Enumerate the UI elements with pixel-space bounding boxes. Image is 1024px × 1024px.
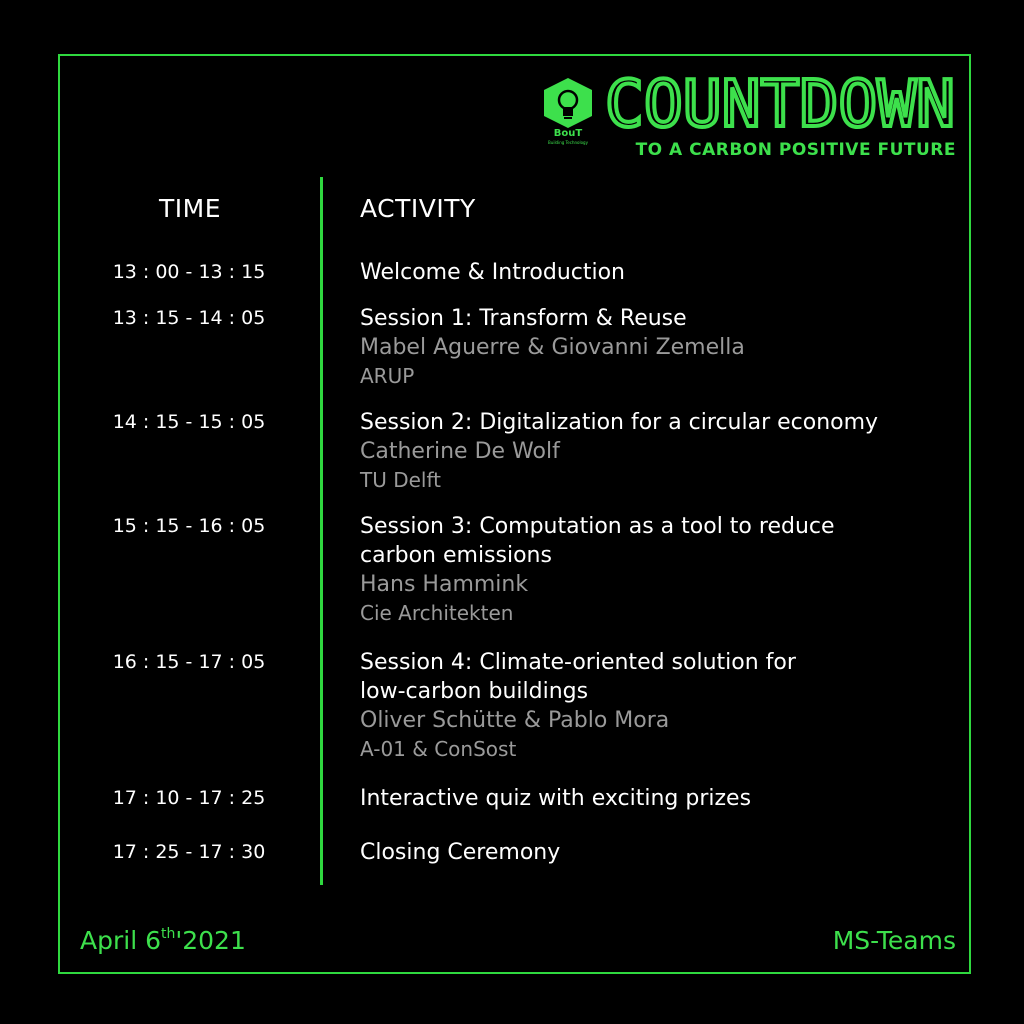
schedule-time: 17 : 25 - 17 : 30 <box>112 841 266 863</box>
countdown-logo <box>540 72 960 172</box>
svg-text:COUNTDOWN: COUNTDOWN <box>605 72 955 134</box>
schedule-activity <box>360 408 940 495</box>
activity-speaker: Oliver Schütte & Pablo Mora <box>360 708 670 733</box>
column-divider <box>320 177 323 885</box>
event-date: April 6th'2021 <box>80 926 246 955</box>
schedule-activity <box>360 784 940 813</box>
logo-badge-small-text: Building Technology <box>548 140 588 145</box>
activity-title: Closing Ceremony <box>360 840 561 865</box>
schedule-activity <box>360 258 940 287</box>
schedule-time: 13 : 15 - 14 : 05 <box>112 307 266 329</box>
schedule-time: 17 : 10 - 17 : 25 <box>112 787 266 809</box>
countdown-title <box>602 72 958 134</box>
schedule-time: 16 : 15 - 17 : 05 <box>112 651 266 673</box>
activity-title: Session 1: Transform & Reuse <box>360 306 687 331</box>
activity-organization: A-01 & ConSost <box>360 737 517 761</box>
activity-title: Session 3: Computation as a tool to reduce carbon emissions <box>360 514 835 568</box>
activity-column-header: ACTIVITY <box>360 194 476 223</box>
activity-title: Session 4: Climate-oriented solution for low-carbon buildings <box>360 650 796 704</box>
activity-title: Interactive quiz with exciting prizes <box>360 786 752 811</box>
schedule-time: 15 : 15 - 16 : 05 <box>112 515 266 537</box>
logo-badge-text: BouT <box>553 128 583 139</box>
lightbulb-logo-icon <box>540 76 596 148</box>
activity-title: Session 2: Digitalization for a circular economy <box>360 410 879 435</box>
schedule-activity <box>360 648 940 764</box>
activity-speaker: Mabel Aguerre & Giovanni Zemella <box>360 335 745 360</box>
schedule-activity <box>360 838 940 867</box>
activity-speaker: Hans Hammink <box>360 572 529 597</box>
activity-organization: ARUP <box>360 364 415 388</box>
event-platform: MS-Teams <box>832 926 956 955</box>
time-column-header: TIME <box>158 194 221 223</box>
activity-organization: TU Delft <box>360 468 442 492</box>
schedule-time: 13 : 00 - 13 : 15 <box>112 261 266 283</box>
schedule-time: 14 : 15 - 15 : 05 <box>112 411 266 433</box>
activity-title: Welcome & Introduction <box>360 260 625 285</box>
activity-speaker: Catherine De Wolf <box>360 439 560 464</box>
activity-organization: Cie Architekten <box>360 601 514 625</box>
schedule-activity <box>360 512 940 628</box>
countdown-subtitle: TO A CARBON POSITIVE FUTURE <box>635 140 956 160</box>
schedule-activity <box>360 304 940 391</box>
